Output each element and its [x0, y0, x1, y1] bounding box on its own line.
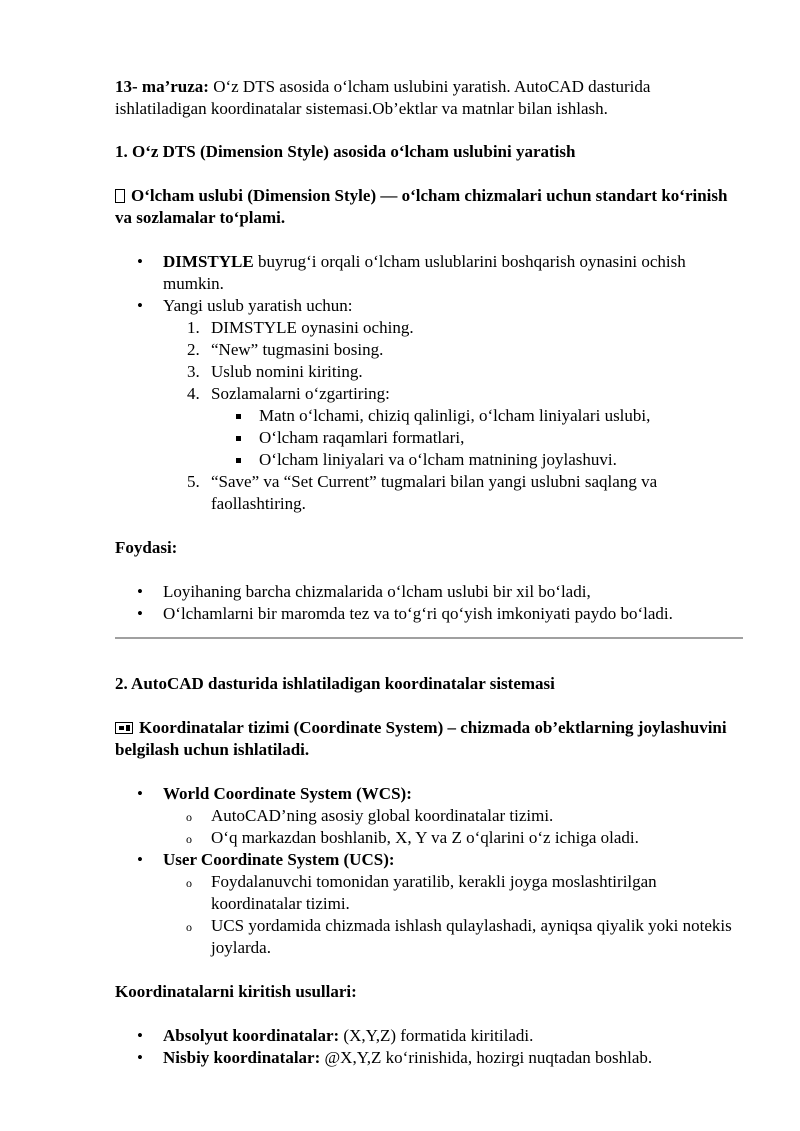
step-text: Uslub nomini kiriting.	[211, 362, 363, 381]
circle-bullet-icon: o	[186, 832, 192, 846]
list-item	[115, 295, 745, 515]
substep-item	[211, 427, 745, 449]
section2-heading: 2. AutoCAD dasturida ishlatiladigan koordinatalar sistemasi	[115, 674, 555, 693]
list-item	[115, 1025, 745, 1047]
bullet-icon: •	[137, 784, 143, 803]
input-methods-list	[115, 1025, 745, 1069]
sublist-item-text: AutoCAD’ning asosiy global koordinatalar tizimi.	[211, 806, 554, 825]
list-item	[115, 783, 745, 849]
absolute-label: Absolyut koordinatalar:	[163, 1026, 340, 1045]
substep-text: Matn o‘lchami, chiziq qalinligi, o‘lcham liniyalari uslubi,	[259, 406, 651, 425]
sublist-item-text: UCS yordamida chizmada ishlash qulaylashadi, ayniqsa qiyalik yoki notekis joylarda.	[211, 916, 732, 957]
square-bullet-icon	[236, 436, 241, 441]
sublist-item-text: Foydalanuvchi tomonidan yaratilib, kerakli joyga moslashtirilgan koordinatalar tizimi.	[211, 872, 657, 913]
circle-bullet-icon: o	[186, 920, 192, 934]
circle-bullet-icon: o	[186, 810, 192, 824]
document-page	[115, 76, 745, 1069]
step-item	[163, 361, 745, 383]
list-item-text: (X,Y,Z) formatida kiritiladi.	[339, 1026, 534, 1045]
ucs-sublist	[163, 871, 745, 959]
benefits-list	[115, 581, 745, 625]
steps-list	[163, 317, 745, 515]
list-item-text: Loyihaning barcha chizmalarida o‘lcham uslubi bir xil bo‘ladi,	[163, 582, 591, 601]
step-number: 4.	[187, 384, 200, 403]
bullet-icon: •	[137, 1026, 143, 1045]
list-item	[115, 603, 745, 625]
missing-glyph-icon	[115, 189, 125, 203]
wcs-sublist	[163, 805, 745, 849]
dimstyle-list	[115, 251, 745, 515]
lecture-intro	[115, 76, 745, 120]
ucs-title: User Coordinate System (UCS):	[163, 850, 395, 869]
list-item-text: O‘lchamlarni bir maromda tez va to‘g‘ri qo‘yish imkoniyati paydo bo‘ladi.	[163, 604, 673, 623]
substep-item	[211, 405, 745, 427]
sublist-item	[163, 915, 745, 959]
list-item	[115, 849, 745, 959]
step-number: 5.	[187, 472, 200, 491]
step-item	[163, 317, 745, 339]
sublist-item	[163, 805, 745, 827]
substep-text: O‘lcham raqamlari formatlari,	[259, 428, 465, 447]
circle-bullet-icon: o	[186, 876, 192, 890]
wcs-title: World Coordinate System (WCS):	[163, 784, 412, 803]
input-methods-heading	[115, 981, 745, 1003]
section2-lead	[115, 717, 745, 761]
sublist-item	[163, 827, 745, 849]
relative-label: Nisbiy koordinatalar:	[163, 1048, 321, 1067]
bullet-icon: •	[137, 850, 143, 869]
list-item	[115, 251, 745, 295]
step-number: 3.	[187, 362, 200, 381]
square-bullet-icon	[236, 458, 241, 463]
section2-lead-text: Koordinatalar tizimi (Coordinate System) – chizmada ob’ektlarning joylashuvini belgilash uchun ishlatiladi.	[115, 718, 727, 759]
lecture-label: 13- ma’ruza:	[115, 77, 209, 96]
step-text: “Save” va “Set Current” tugmalari bilan yangi uslubni saqlang va faollashtiring.	[211, 472, 658, 513]
step-text: Sozlamalarni o‘zgartiring:	[211, 384, 390, 403]
sublist-item-text: O‘q markazdan boshlanib, X, Y va Z o‘qlarini o‘z ichiga oladi.	[211, 828, 639, 847]
substeps-list	[211, 405, 745, 471]
substep-item	[211, 449, 745, 471]
square-bullet-icon	[236, 414, 241, 419]
step-number: 2.	[187, 340, 200, 359]
benefits-heading	[115, 537, 745, 559]
bullet-icon: •	[137, 604, 143, 623]
step-text: DIMSTYLE oynasini oching.	[211, 318, 414, 337]
list-item	[115, 1047, 745, 1069]
bullet-icon: •	[137, 582, 143, 601]
section1-heading: 1. O‘z DTS (Dimension Style) asosida o‘lcham uslubini yaratish	[115, 142, 576, 161]
list-item-text: buyrug‘i orqali o‘lcham uslublarini boshqarish oynasini ochish mumkin.	[163, 252, 686, 293]
dimstyle-command: DIMSTYLE	[163, 252, 254, 271]
step-item	[163, 339, 745, 361]
section1-lead-text: O‘lcham uslubi (Dimension Style) — o‘lcham chizmalari uchun standart ko‘rinish va sozlamalar to‘plami.	[115, 186, 728, 227]
step-text: “New” tugmasini bosing.	[211, 340, 384, 359]
list-item-text: Yangi uslub yaratish uchun:	[163, 296, 353, 315]
step-number: 1.	[187, 318, 200, 337]
horizontal-divider	[115, 637, 743, 639]
list-item	[115, 581, 745, 603]
substep-text: O‘lcham liniyalari va o‘lcham matnining joylashuvi.	[259, 450, 617, 469]
list-item-text: @X,Y,Z ko‘rinishida, hozirgi nuqtadan boshlab.	[320, 1048, 653, 1067]
world-map-icon	[115, 722, 133, 734]
section1-lead	[115, 185, 745, 229]
coordinate-systems-list	[115, 783, 745, 959]
lecture-topics: O‘z DTS asosida o‘lcham uslubini yaratish. AutoCAD dasturida ishlatiladigan koordinatalar sistemasi.Ob’ektlar va matnlar bilan ishlash.	[115, 77, 651, 118]
step-item	[163, 383, 745, 471]
benefits-heading-text: Foydasi:	[115, 538, 178, 557]
bullet-icon: •	[137, 296, 143, 315]
bullet-icon: •	[137, 252, 143, 271]
bullet-icon: •	[137, 1048, 143, 1067]
sublist-item	[163, 871, 745, 915]
input-methods-heading-text: Koordinatalarni kiritish usullari:	[115, 982, 357, 1001]
step-item	[163, 471, 745, 515]
